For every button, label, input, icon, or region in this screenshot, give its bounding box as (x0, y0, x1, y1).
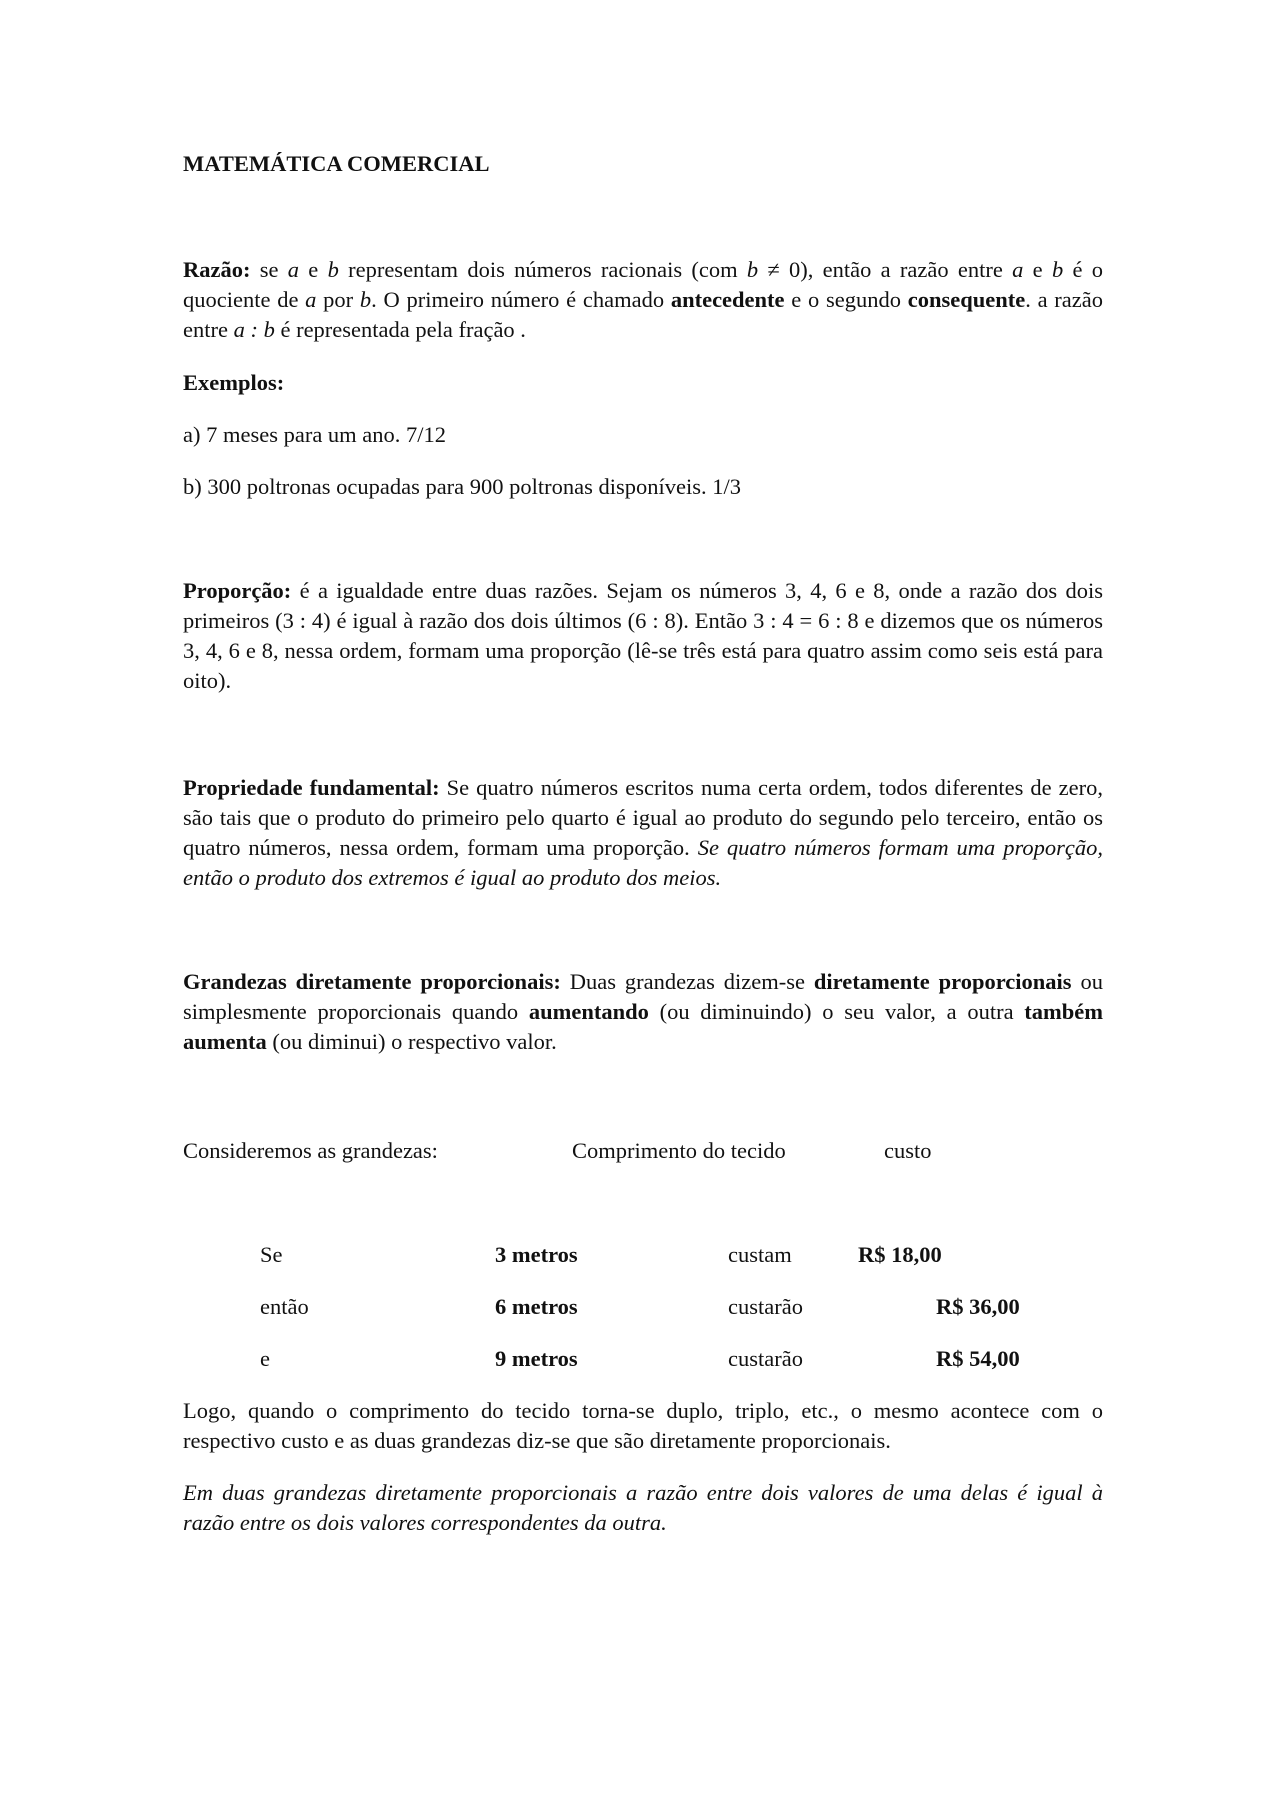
text-run: e (1023, 257, 1052, 282)
text-run: representam dois números racionais (com (338, 257, 747, 282)
proporcao-label: Proporção: (183, 578, 292, 603)
exemplo-b: b) 300 poltronas ocupadas para 900 poltronas disponíveis. 1/3 (183, 474, 742, 499)
ratio-expression: a : b (233, 317, 275, 342)
razao-paragraph (183, 255, 1103, 345)
text-run: (ou diminuindo) o seu valor, a outra (648, 999, 1025, 1024)
row1-verb: custam (728, 1242, 792, 1267)
row2-conjunction: então (260, 1294, 309, 1319)
var-a: a (305, 287, 317, 312)
row3-verb: custarão (728, 1346, 803, 1371)
razao-label: Razão: (183, 257, 251, 282)
antecedente-term: antecedente (670, 287, 785, 312)
row1-length: 3 metros (495, 1242, 578, 1267)
text-run: e (299, 257, 328, 282)
conclusao-paragraph: Em duas grandezas diretamente proporcionais a razão entre dois valores de uma delas é igual à razão entre os dois valores correspondentes da outra. (183, 1480, 1103, 1535)
text-run: é representada pela fração . (274, 317, 526, 342)
text-run: . O primeiro número é chamado (371, 287, 671, 312)
text-run: (ou diminui) o respectivo valor. (266, 1029, 557, 1054)
exemplo-a: a) 7 meses para um ano. 7/12 (183, 422, 447, 447)
text-run: é o quociente de (183, 257, 1103, 312)
text-run: Duas grandezas dizem-se (560, 969, 814, 994)
text-run: por (316, 287, 360, 312)
consideremos-label: Consideremos as grandezas: (183, 1138, 438, 1163)
page-title: MATEMÁTICA COMERCIAL (183, 151, 490, 176)
propriedade-text: Se quatro números escritos numa certa ordem, todos diferentes de zero, são tais que o produto do primeiro pelo quarto é igual ao produto do segundo pelo terceiro, então os quatro números, nessa ordem, formam uma proporção. (183, 775, 1103, 860)
var-b: b (746, 257, 759, 282)
var-b: b (359, 287, 372, 312)
column-comprimento: Comprimento do tecido (572, 1138, 786, 1163)
row1-price: R$ 18,00 (858, 1242, 942, 1267)
row2-price: R$ 36,00 (936, 1294, 1020, 1319)
grandezas-label: Grandezas diretamente proporcionais: (183, 969, 561, 994)
bold-term: diretamente proporcionais (813, 969, 1072, 994)
row3-conjunction: e (260, 1346, 270, 1371)
var-b: b (327, 257, 339, 282)
logo-paragraph: Logo, quando o comprimento do tecido torna-se duplo, triplo, etc., o mesmo acontece com o respectivo custo e as duas grandezas diz-se que são diretamente proporcionais. (183, 1398, 1103, 1453)
text-run: ≠ 0), então a razão entre (758, 257, 1013, 282)
proporcao-text: é a igualdade entre duas razões. Sejam os números 3, 4, 6 e 8, onde a razão dos dois primeiros (3 : 4) é igual à razão dos dois últimos (6 : 8). Então 3 : 4 = 6 : 8 e dizemos que os números 3, 4, 6 e 8, nessa ordem, formam uma proporção (lê-se três está para quatro assim como seis está para oito). (183, 578, 1103, 693)
propriedade-label: Propriedade fundamental: (183, 775, 440, 800)
var-a: a (1012, 257, 1024, 282)
text-run: . a razão entre (183, 287, 1103, 342)
var-a: a (287, 257, 300, 282)
grandezas-paragraph (183, 967, 1103, 1057)
row1-conjunction: Se (260, 1242, 283, 1267)
column-custo: custo (884, 1138, 932, 1163)
row2-verb: custarão (728, 1294, 803, 1319)
exemplos-heading (183, 368, 284, 398)
consequente-term: consequente (907, 287, 1026, 312)
text-run: ou simplesmente proporcionais quando (183, 969, 1103, 1024)
bold-term: também aumenta (183, 999, 1104, 1054)
row3-price: R$ 54,00 (936, 1346, 1020, 1371)
row2-length: 6 metros (495, 1294, 578, 1319)
exemplos-label: Exemplos: (183, 370, 285, 395)
text-run: se (250, 257, 288, 282)
propriedade-paragraph (183, 773, 1103, 893)
var-b: b (1051, 257, 1064, 282)
propriedade-italic: Se quatro números formam uma proporção, então o produto dos extremos é igual ao produto dos meios. (183, 835, 1103, 890)
proporcao-paragraph (183, 576, 1103, 696)
row3-length: 9 metros (495, 1346, 578, 1371)
bold-term: aumentando (528, 999, 649, 1024)
text-run: e o segundo (784, 287, 908, 312)
